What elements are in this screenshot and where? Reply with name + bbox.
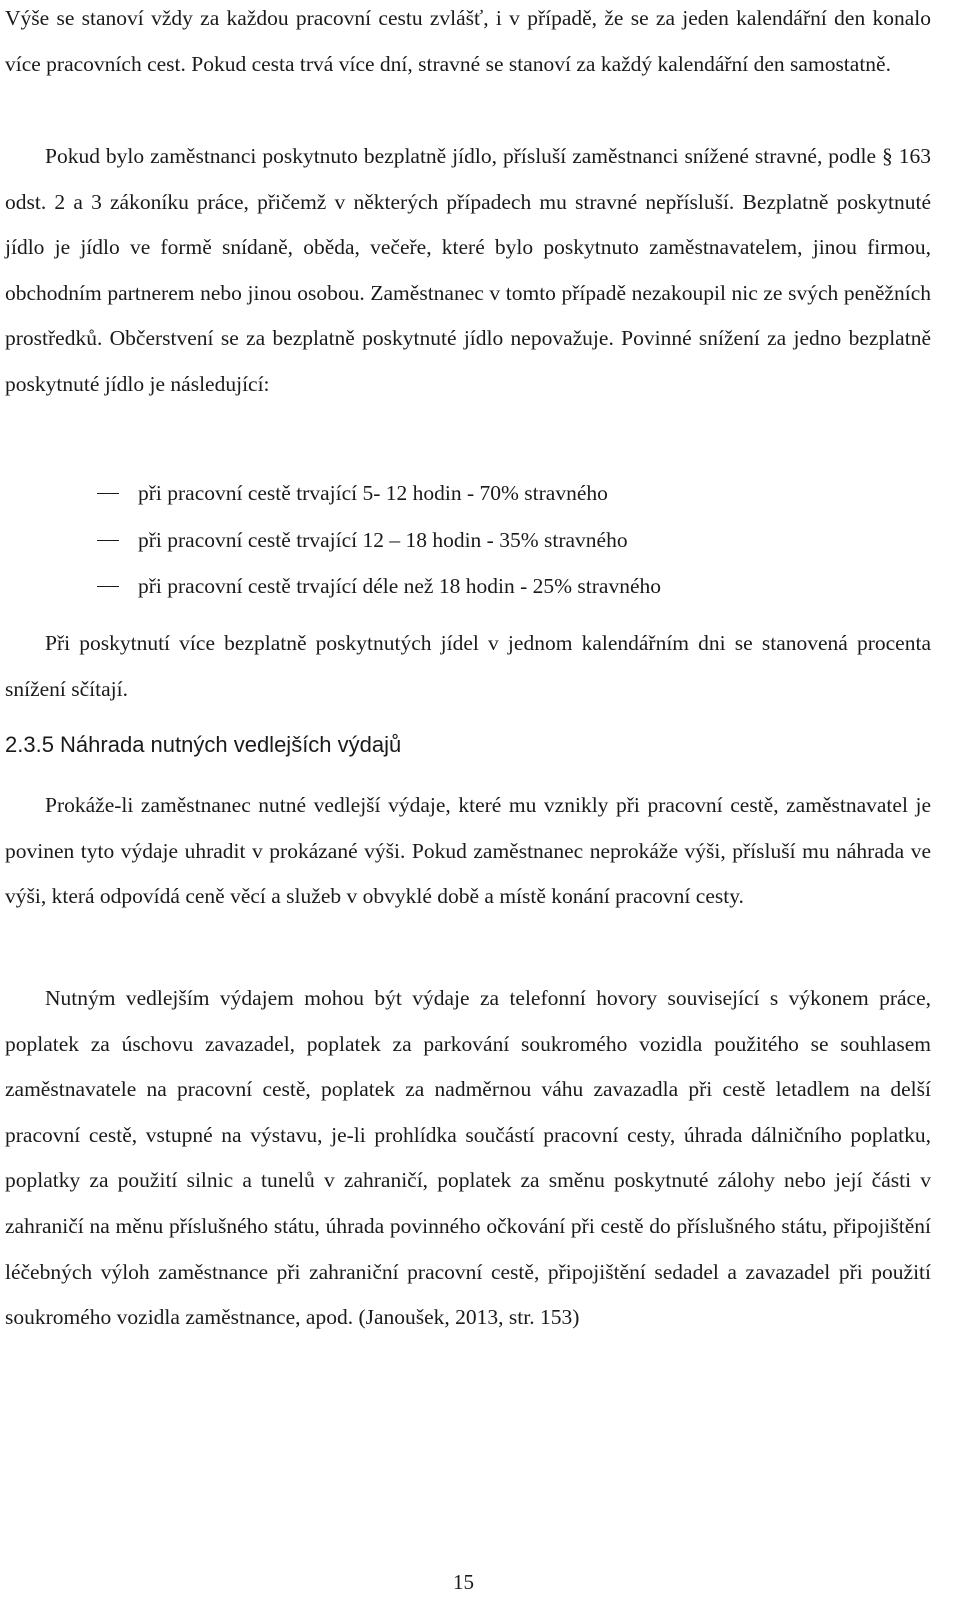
section-heading: 2.3.5 Náhrada nutných vedlejších výdajů xyxy=(5,732,402,757)
dash-bullet-icon xyxy=(97,493,119,494)
paragraph-expense-examples: Nutným vedlejším výdajem mohou být výdaje za telefonní hovory související s výkonem práce, poplatek za úschovu zavazadel, poplatek za parkování soukromého vozidla použitého se souhlasem zaměstnavatele na pracovní cestě, poplatek za nadměrnou váhu zavazadla při cestě letadlem na delší pracovní cestě, vstupné na výstavu, je-li prohlídka součástí pracovní cesty, úhrada dálničního poplatku, poplatky za použití silnic a tunelů v zahraničí, poplatek za směnu poskytnuté zálohy nebo její části v zahraničí na měnu příslušného státu, úhrada povinného očkování při cestě do příslušného státu, připojištění léčebných výloh zaměstnance při zahraniční pracovní cestě, připojištění sedadel a zavazadel při použití soukromého vozidla zaměstnance, apod. (Janoušek, 2013, str. 153) xyxy=(5,986,931,1330)
paragraph-incidental-expenses: Prokáže-li zaměstnanec nutné vedlejší výdaje, které mu vznikly při pracovní cestě, zaměstnavatel je povinen tyto výdaje uhradit v prokázané výši. Pokud zaměstnanec neprokáže výši, přísluší mu náhrada ve výši, která odpovídá ceně věcí a služeb v obvyklé době a místě konání pracovní cesty. xyxy=(5,793,931,909)
list-item xyxy=(5,470,931,517)
paragraph-per-diem-calculation: Výše se stanoví vždy za každou pracovní cestu zvlášť, i v případě, že se za jeden kalendářní den konalo více pracovních cest. Pokud cesta trvá více dní, stravné se stanoví za každý kalendářní den samostatně. xyxy=(5,6,931,76)
list-item-text: při pracovní cestě trvající 5- 12 hodin - 70% stravného xyxy=(138,481,608,505)
page-number: 15 xyxy=(453,1570,474,1594)
dash-bullet-icon xyxy=(97,586,119,587)
list-item xyxy=(5,517,931,564)
dash-bullet-icon xyxy=(97,540,119,541)
list-item xyxy=(5,563,931,610)
list-item-text: při pracovní cestě trvající 12 – 18 hodin - 35% stravného xyxy=(138,527,628,552)
reduction-list xyxy=(5,470,931,610)
paragraph-free-meals: Pokud bylo zaměstnanci poskytnuto bezplatně jídlo, přísluší zaměstnanci snížené stravné, podle § 163 odst. 2 a 3 zákoníku práce, přičemž v některých případech mu stravné nepřísluší. Bezplatně poskytnuté jídlo je jídlo ve formě snídaně, oběda, večeře, které bylo poskytnuto zaměstnavatelem, jinou firmou, obchodním partnerem nebo jinou osobou. Zaměstnanec v tomto případě nezakoupil nic ze svých peněžních prostředků. Občerstvení se za bezplatně poskytnuté jídlo nepovažuje. Povinné snížení za jedno bezplatně poskytnuté jídlo je následující: xyxy=(5,144,931,396)
paragraph-multiple-meals: Při poskytnutí více bezplatně poskytnutých jídel v jednom kalendářním dni se stanovená procenta snížení sčítají. xyxy=(5,631,931,701)
list-item-text: při pracovní cestě trvající déle než 18 hodin - 25% stravného xyxy=(138,574,661,598)
